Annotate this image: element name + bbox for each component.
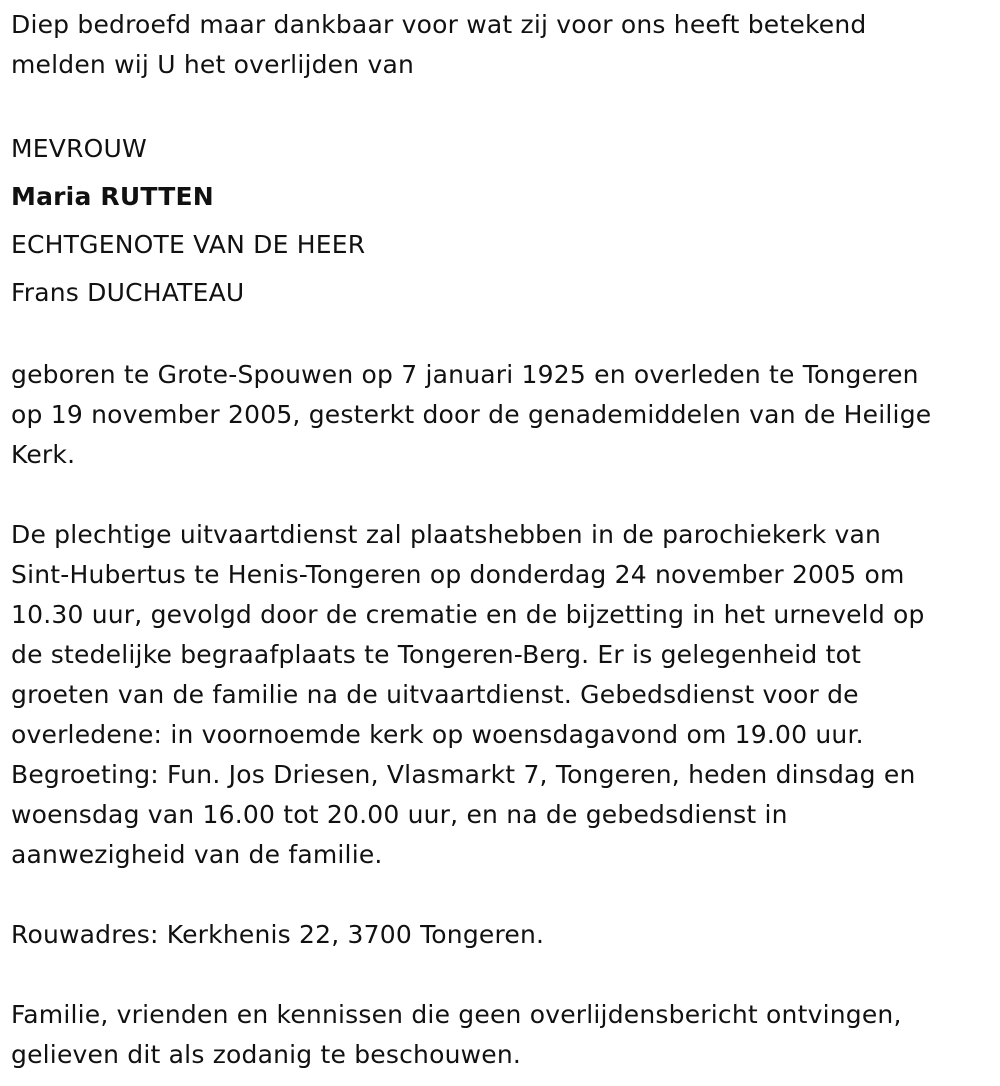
address-paragraph <box>11 915 986 955</box>
spacer <box>11 475 986 515</box>
spacer <box>11 317 986 355</box>
mourning-address: Rouwadres: Kerkhenis 22, 3700 Tongeren. <box>11 920 545 949</box>
spacer <box>11 85 986 125</box>
deceased-title: MEVROUW <box>11 134 147 163</box>
spacer <box>11 875 986 915</box>
birth-death-paragraph <box>11 355 986 475</box>
funeral-line: de stedelijke begraafplaats te Tongeren-Berg. Er is gelegenheid tot <box>11 640 862 669</box>
funeral-paragraph <box>11 515 986 875</box>
funeral-line: aanwezigheid van de familie. <box>11 840 383 869</box>
deceased-block <box>11 125 986 317</box>
spacer <box>11 955 986 995</box>
closing-line: gelieven dit als zodanig te beschouwen. <box>11 1040 522 1069</box>
funeral-line: woensdag van 16.00 tot 20.00 uur, en na de gebedsdienst in <box>11 800 788 829</box>
birth-death-line: Kerk. <box>11 440 76 469</box>
deceased-name: Maria RUTTEN <box>11 182 214 211</box>
intro-line: Diep bedroefd maar dankbaar voor wat zij voor ons heeft betekend <box>11 10 867 39</box>
funeral-line: groeten van de familie na de uitvaartdienst. Gebedsdienst voor de <box>11 680 859 709</box>
birth-death-line: op 19 november 2005, gesterkt door de genademiddelen van de Heilige <box>11 400 932 429</box>
funeral-line: Begroeting: Fun. Jos Driesen, Vlasmarkt 7, Tongeren, heden dinsdag en <box>11 760 916 789</box>
funeral-line: Sint-Hubertus te Henis-Tongeren op donderdag 24 november 2005 om <box>11 560 905 589</box>
funeral-line: De plechtige uitvaartdienst zal plaatshebben in de parochiekerk van <box>11 520 882 549</box>
deceased-relation: ECHTGENOTE VAN DE HEER <box>11 230 366 259</box>
funeral-line: overledene: in voornoemde kerk op woensdagavond om 19.00 uur. <box>11 720 864 749</box>
closing-paragraph <box>11 995 986 1075</box>
closing-line: Familie, vrienden en kennissen die geen overlijdensbericht ontvingen, <box>11 1000 902 1029</box>
intro-line: melden wij U het overlijden van <box>11 50 415 79</box>
death-notice <box>11 0 986 1075</box>
intro-paragraph <box>11 5 986 85</box>
funeral-line: 10.30 uur, gevolgd door de crematie en de bijzetting in het urneveld op <box>11 600 925 629</box>
deceased-spouse: Frans DUCHATEAU <box>11 278 245 307</box>
birth-death-line: geboren te Grote-Spouwen op 7 januari 1925 en overleden te Tongeren <box>11 360 919 389</box>
